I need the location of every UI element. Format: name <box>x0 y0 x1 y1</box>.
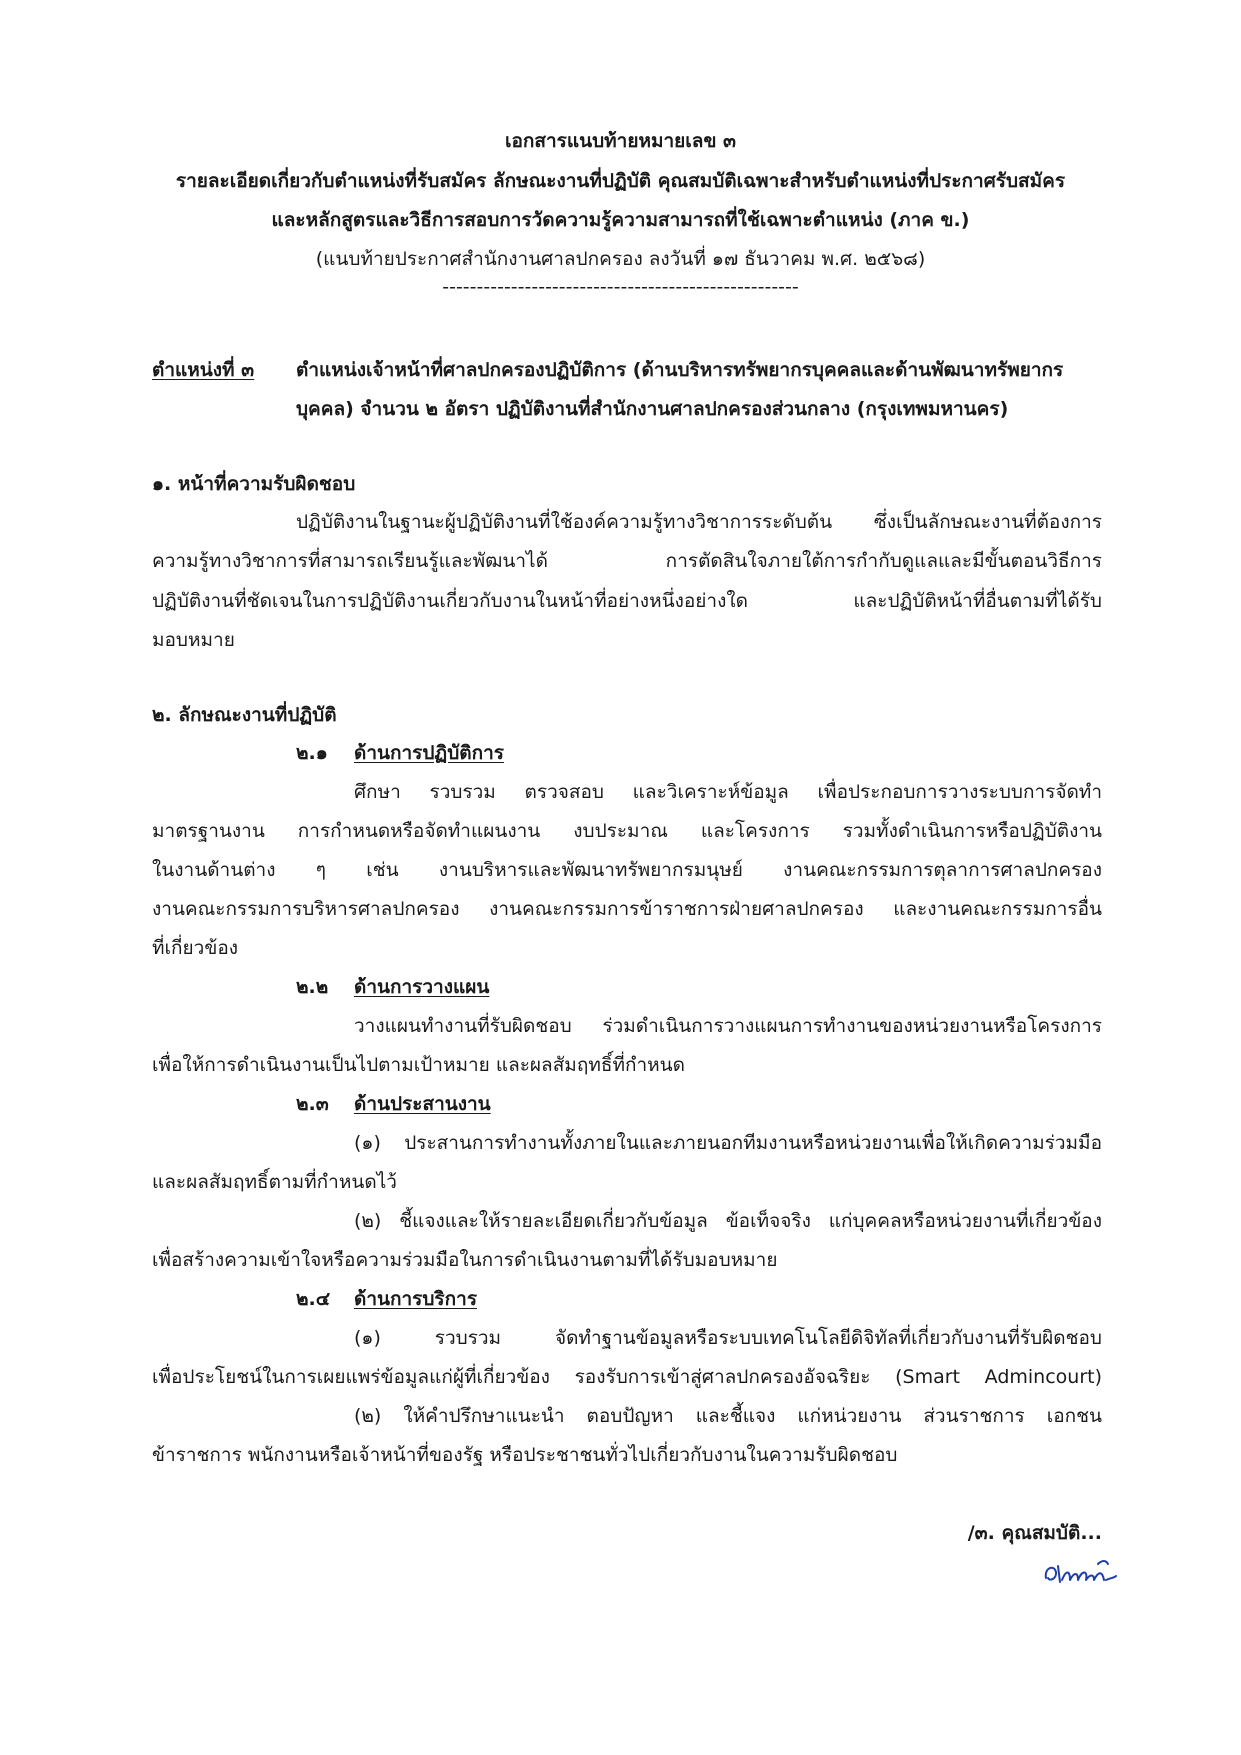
handwritten-signature-icon <box>1040 1556 1120 1590</box>
document-subtitle: (แนบท้ายประกาศสำนักงานศาลปกครอง ลงวันที่ ๑๗ ธันวาคม พ.ศ. ๒๕๖๘) <box>315 248 926 270</box>
header-divider: ---------------------------------------------------- <box>442 276 799 298</box>
section1-heading: ๑. หน้าที่ความรับผิดชอบ <box>152 473 356 495</box>
document-title-line2: รายละเอียดเกี่ยวกับตำแหน่งที่รับสมัคร ลักษณะงานที่ปฏิบัติ คุณสมบัติเฉพาะสำหรับตำแหน่งที่ประกาศรับสมัคร <box>175 170 1066 192</box>
subsection-line: งานคณะกรรมการบริหารศาลปกครอง งานคณะกรรมการข้าราชการฝ่ายศาลปกครอง และงานคณะกรรมการอื่น <box>152 898 1102 920</box>
section1-line: ความรู้ทางวิชาการที่สามารถเรียนรู้และพัฒนาได้ การตัดสินใจภายใต้การกำกับดูแลและมีขั้นตอนวิธีการ <box>152 550 1102 572</box>
document-title-line3: และหลักสูตรและวิธีการสอบการวัดความรู้ความสามารถที่ใช้เฉพาะตำแหน่ง (ภาค ข.) <box>271 209 970 231</box>
position-label: ตำแหน่งที่ ๓ <box>152 359 255 381</box>
subsection-title: ด้านประสานงาน <box>354 1093 491 1115</box>
subsection-line: เพื่อให้การดำเนินงานเป็นไปตามเป้าหมาย และผลสัมฤทธิ์ที่กำหนด <box>152 1054 685 1076</box>
position-title-line1: ตำแหน่งเจ้าหน้าที่ศาลปกครองปฏิบัติการ (ด้านบริหารทรัพยากรบุคคลและด้านพัฒนาทรัพยากร <box>296 359 1064 381</box>
subsection-line: วางแผนทำงานที่รับผิดชอบ ร่วมดำเนินการวางแผนการทำงานของหน่วยงานหรือโครงการ <box>354 1015 1102 1037</box>
subsection-line: ในงานด้านต่าง ๆ เช่น งานบริหารและพัฒนาทรัพยากรมนุษย์ งานคณะกรรมการตุลาการศาลปกครอง <box>152 859 1102 881</box>
document-title-line1: เอกสารแนบท้ายหมายเลข ๓ <box>504 130 737 152</box>
subsection-line: (๑) รวบรวม จัดทำฐานข้อมูลหรือระบบเทคโนโลยีดิจิทัลที่เกี่ยวกับงานที่รับผิดชอบ <box>354 1327 1102 1349</box>
subsection-title: ด้านการบริการ <box>354 1288 478 1310</box>
subsection-number: ๒.๓ <box>296 1093 329 1115</box>
section1-line: มอบหมาย <box>152 629 235 651</box>
section2-heading: ๒. ลักษณะงานที่ปฏิบัติ <box>152 704 337 726</box>
subsection-line: (๒) ชี้แจงและให้รายละเอียดเกี่ยวกับข้อมูล ข้อเท็จจริง แก่บุคคลหรือหน่วยงานที่เกี่ยวข้อง <box>354 1210 1102 1232</box>
subsection-title: ด้านการปฏิบัติการ <box>354 742 504 764</box>
subsection-number: ๒.๒ <box>296 976 329 998</box>
subsection-number: ๒.๔ <box>296 1288 331 1310</box>
continuation-note: /๓. คุณสมบัติ... <box>967 1522 1102 1544</box>
subsection-line: มาตรฐานงาน การกำหนดหรือจัดทำแผนงาน งบประมาณ และโครงการ รวมทั้งดำเนินการหรือปฏิบัติงาน <box>152 820 1102 842</box>
section1-line: ปฏิบัติงานที่ชัดเจนในการปฏิบัติงานเกี่ยวกับงานในหน้าที่อย่างหนึ่งอย่างใด และปฏิบัติหน้าที่อื่นตามที่ได้รับ <box>152 590 1102 612</box>
section1-line: ปฏิบัติงานในฐานะผู้ปฏิบัติงานที่ใช้องค์ความรู้ทางวิชาการระดับต้น ซึ่งเป็นลักษณะงานที่ต้องการ <box>296 511 1102 533</box>
subsection-line: (๑) ประสานการทำงานทั้งภายในและภายนอกทีมงานหรือหน่วยงานเพื่อให้เกิดความร่วมมือ <box>354 1132 1102 1154</box>
subsection-number: ๒.๑ <box>296 742 328 764</box>
subsection-line: และผลสัมฤทธิ์ตามที่กำหนดไว้ <box>152 1171 397 1193</box>
subsection-title: ด้านการวางแผน <box>354 976 490 998</box>
subsection-line: ที่เกี่ยวข้อง <box>152 937 239 959</box>
subsection-line: ศึกษา รวบรวม ตรวจสอบ และวิเคราะห์ข้อมูล เพื่อประกอบการวางระบบการจัดทำ <box>354 781 1102 803</box>
subsection-line: เพื่อประโยชน์ในการเผยแพร่ข้อมูลแก่ผู้ที่เกี่ยวข้อง รองรับการเข้าสู่ศาลปกครองอัจฉริยะ (Smart Admincourt) <box>152 1366 1102 1388</box>
position-title-line2: บุคคล) จำนวน ๒ อัตรา ปฏิบัติงานที่สำนักงานศาลปกครองส่วนกลาง (กรุงเทพมหานคร) <box>296 398 1009 420</box>
subsection-line: ข้าราชการ พนักงานหรือเจ้าหน้าที่ของรัฐ หรือประชาชนทั่วไปเกี่ยวกับงานในความรับผิดชอบ <box>152 1444 898 1466</box>
subsection-line: เพื่อสร้างความเข้าใจหรือความร่วมมือในการดำเนินงานตามที่ได้รับมอบหมาย <box>152 1249 778 1271</box>
subsection-line: (๒) ให้คำปรึกษาแนะนำ ตอบปัญหา และชี้แจง แก่หน่วยงาน ส่วนราชการ เอกชน <box>354 1405 1102 1427</box>
